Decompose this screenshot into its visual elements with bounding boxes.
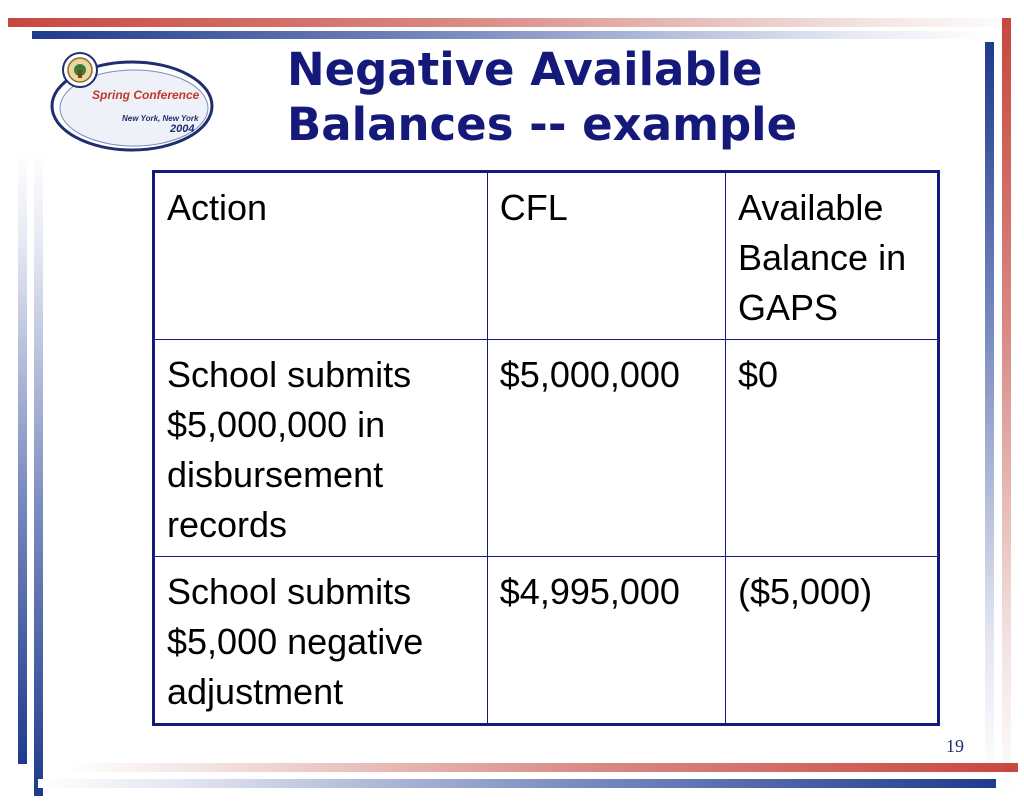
right-blue-bar (985, 42, 994, 782)
row-1-available-balance: $0 (725, 340, 938, 557)
header-action: Action (154, 172, 488, 340)
logo-swoosh-icon (50, 48, 230, 158)
bottom-red-bar (66, 763, 1018, 772)
conference-logo (50, 48, 230, 158)
table-row (154, 557, 939, 725)
right-red-bar (1002, 18, 1011, 798)
top-red-bar (8, 18, 1020, 27)
row-1-cfl: $5,000,000 (487, 340, 725, 557)
row-2-action: School submits $5,000 negative adjustment (154, 557, 488, 725)
row-2-available-balance: ($5,000) (725, 557, 938, 725)
header-available-balance: Available Balance in GAPS (725, 172, 938, 340)
left-blue-bar-inner (34, 150, 43, 796)
slide-title (287, 42, 947, 152)
slide-title-line-2: Balances -- example (287, 98, 798, 151)
logo-year: 2004 (170, 123, 195, 135)
left-blue-bar (18, 150, 27, 764)
slide-title-line-1: Negative Available (287, 43, 763, 96)
top-blue-bar (32, 31, 992, 39)
page-number: 19 (946, 736, 964, 756)
table-row (154, 340, 939, 557)
logo-title: Spring Conference (92, 88, 200, 102)
logo-location: New York, New York (122, 114, 199, 123)
bottom-blue-bar (38, 779, 996, 788)
table-header-row (154, 172, 939, 340)
row-2-cfl: $4,995,000 (487, 557, 725, 725)
balances-table (152, 170, 940, 726)
row-1-action: School submits $5,000,000 in disbursement records (154, 340, 488, 557)
header-cfl: CFL (487, 172, 725, 340)
